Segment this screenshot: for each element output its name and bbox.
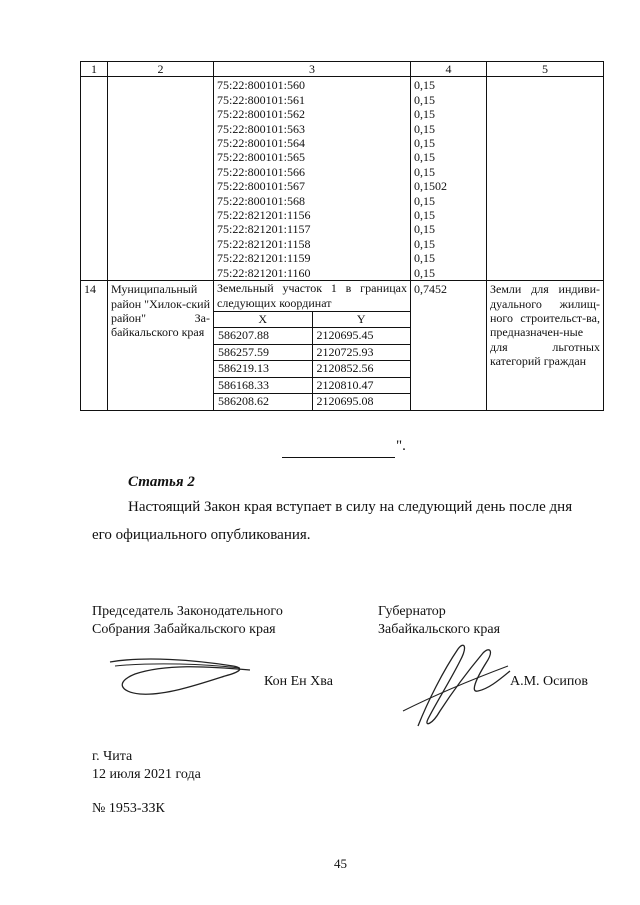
cadastral-number: 75:22:800101:562: [217, 107, 306, 122]
coord-y: 2120810.47: [312, 377, 410, 394]
cadastral-number: 75:22:800101:561: [217, 92, 306, 107]
area-value: 0,15: [414, 150, 435, 165]
coord-x: 586168.33: [214, 377, 312, 394]
table-cell-empty: [487, 77, 604, 281]
coordinate-row: [214, 377, 410, 394]
left-signatory-name: Кон Ен Хва: [264, 674, 333, 689]
cadastral-number: 75:22:800101:568: [217, 193, 306, 208]
coord-y: 2120695.08: [312, 394, 410, 410]
closing-quote-mark: ".: [396, 438, 406, 454]
article-text-line-2: его официального опубликования.: [92, 527, 311, 543]
area-value: 0,15: [414, 92, 435, 107]
right-signatory-title-2: Забайкальского края: [378, 622, 501, 637]
coord-header-y: Y: [312, 311, 410, 328]
table-row-14: [81, 281, 604, 411]
coord-y: 2120852.56: [312, 361, 410, 378]
area-value: 0,15: [414, 251, 435, 266]
page-number: 45: [334, 856, 347, 871]
left-signatory-title-1: Председатель Законодательного: [92, 604, 283, 619]
table-cell-empty: [108, 77, 214, 281]
plot-area: 0,7452: [411, 281, 487, 411]
table-header-cell: 5: [487, 62, 604, 77]
cadastral-number: 75:22:821201:1157: [217, 222, 311, 237]
area-value: 0,15: [414, 208, 435, 223]
article-text-line-1: Настоящий Закон края вступает в силу на следующий день после дня: [128, 499, 573, 515]
land-plots-table: [80, 61, 604, 411]
closing-underline: [282, 457, 395, 458]
coordinate-row: [214, 344, 410, 361]
area-value: 0,15: [414, 236, 435, 251]
coordinate-row: [214, 328, 410, 345]
cadastral-number: 75:22:800101:566: [217, 164, 306, 179]
coord-x: 586207.88: [214, 328, 312, 345]
coord-y: 2120725.93: [312, 344, 410, 361]
cadastral-number: 75:22:821201:1159: [217, 251, 311, 266]
cadastral-number-list: [214, 77, 411, 281]
city: г. Чита: [92, 749, 133, 764]
law-number: № 1953-ЗЗК: [92, 801, 165, 816]
cadastral-number: 75:22:800101:560: [217, 78, 306, 93]
area-value: 0,15: [414, 193, 435, 208]
table-header-cell: 2: [108, 62, 214, 77]
coord-x: 586219.13: [214, 361, 312, 378]
right-signatory-name: А.М. Осипов: [510, 674, 588, 689]
table-cell-empty: [81, 77, 108, 281]
left-signature-image: [105, 654, 255, 704]
area-value: 0,15: [414, 164, 435, 179]
table-row-continuation: [81, 77, 604, 281]
plot-description: Земельный участок 1 в границах следующих координат: [217, 281, 407, 310]
right-signatory-title-1: Губернатор: [378, 604, 446, 619]
coord-header-x: X: [214, 311, 312, 328]
coordinates-header-row: [214, 311, 410, 328]
area-value: 0,15: [414, 107, 435, 122]
cadastral-number: 75:22:800101:565: [217, 150, 306, 165]
coord-x: 586208.62: [214, 394, 312, 410]
cadastral-number: 75:22:821201:1160: [217, 265, 311, 280]
cadastral-number: 75:22:800101:567: [217, 179, 306, 194]
table-header-cell: 1: [81, 62, 108, 77]
coord-x: 586257.59: [214, 344, 312, 361]
coordinates-table: [214, 311, 410, 410]
area-value: 0,1502: [414, 179, 447, 194]
coordinate-row: [214, 361, 410, 378]
right-signature-image: [398, 641, 518, 731]
coordinate-row: [214, 394, 410, 410]
area-list: [411, 77, 487, 281]
article-heading: Статья 2: [128, 474, 195, 490]
area-value: 0,15: [414, 222, 435, 237]
cadastral-number: 75:22:821201:1156: [217, 208, 311, 223]
table-header-cell: 4: [411, 62, 487, 77]
coord-y: 2120695.45: [312, 328, 410, 345]
area-value: 0,15: [414, 121, 435, 136]
row-number: 14: [81, 281, 108, 411]
cadastral-number: 75:22:821201:1158: [217, 236, 311, 251]
district-name: Муниципальный район "Хилок-ский район" За-байкальского края: [108, 281, 214, 411]
area-value: 0,15: [414, 265, 435, 280]
table-header-cell: 3: [214, 62, 411, 77]
land-purpose: Земли для индиви-дуального жилищ-ного строительст-ва, предназначен-ные для льготных категорий граждан: [487, 281, 604, 411]
area-value: 0,15: [414, 78, 435, 93]
left-signatory-title-2: Собрания Забайкальского края: [92, 622, 276, 637]
table-header-row: [81, 62, 604, 77]
area-value: 0,15: [414, 136, 435, 151]
cadastral-number: 75:22:800101:564: [217, 136, 306, 151]
coordinates-cell: [214, 281, 411, 411]
cadastral-number: 75:22:800101:563: [217, 121, 306, 136]
signing-date: 12 июля 2021 года: [92, 767, 201, 782]
